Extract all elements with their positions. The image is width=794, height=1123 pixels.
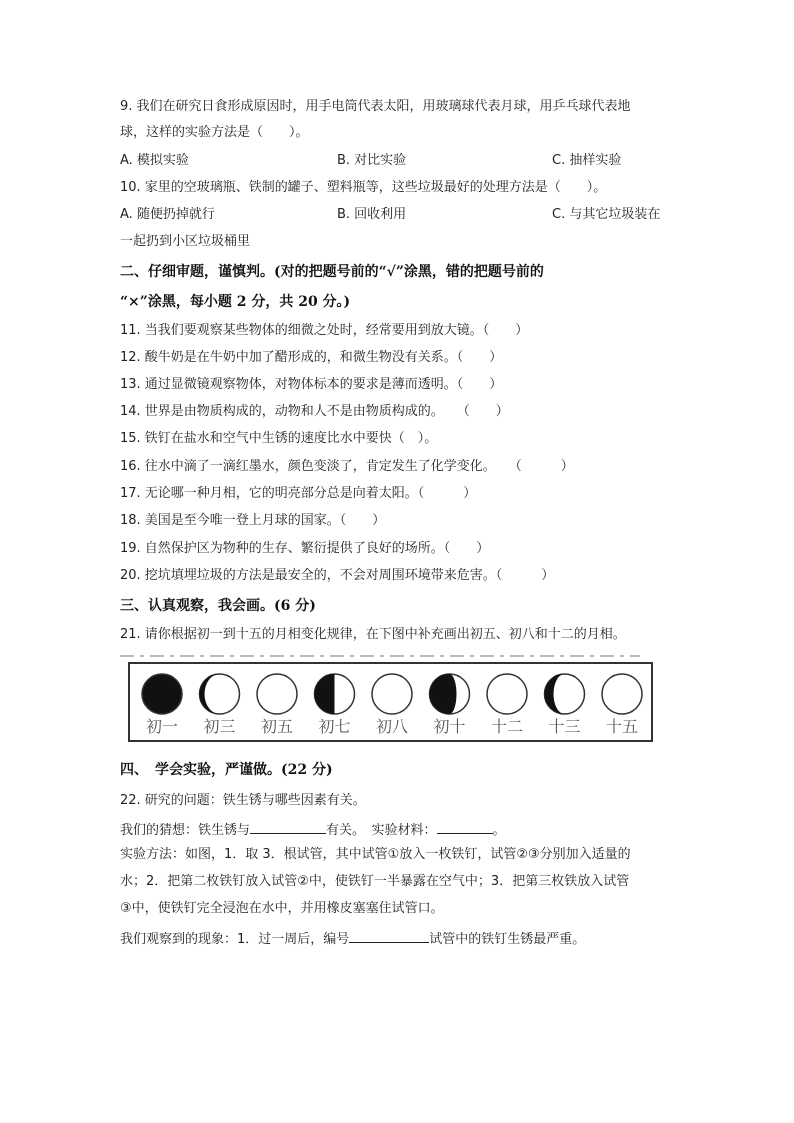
judge-item-17: 17. 无论哪一种月相，它的明亮部分总是向着太阳。（ ）	[120, 486, 477, 501]
observation-text-b: 试管中的铁钉生锈最严重。	[429, 932, 586, 947]
guess-text-a: 我们的猜想：铁生锈与	[120, 823, 251, 838]
guess-line	[120, 819, 506, 840]
guess-text-b: 有关。 实验材料：	[326, 823, 437, 838]
moon-label-6: 十二	[490, 717, 524, 736]
question-10-line1: 10. 家里的空玻璃瓶、铁制的罐子、塑料瓶等，这些垃圾最好的处理方法是（ ）。	[120, 180, 607, 195]
question-10-option-a: A. 随便扔掉就行	[120, 207, 215, 222]
moon-phase-4	[372, 674, 412, 736]
section-2-title-line1: 二、仔细审题，谨慎判。(对的把题号前的“√”涂黑，错的把题号前的	[120, 264, 544, 280]
judge-item-16: 16. 往水中滴了一滴红墨水，颜色变淡了，肯定发生了化学变化。 （ ）	[120, 459, 574, 474]
moon-label-2: 初五	[260, 717, 294, 736]
question-9-line1: 9. 我们在研究日食形成原因时，用手电筒代表太阳，用玻璃球代表月球，用乒乓球代表地	[120, 99, 631, 114]
moon-phase-1	[200, 674, 240, 736]
observation-blank[interactable]	[349, 928, 429, 943]
judge-item-20: 20. 挖坑填埋垃圾的方法是最安全的，不会对周围环境带来危害。（ ）	[120, 568, 555, 583]
moon-shadow-3	[315, 674, 335, 714]
materials-blank[interactable]	[437, 819, 493, 834]
judge-item-12: 12. 酸牛奶是在牛奶中加了醋形成的，和微生物没有关系。（ ）	[120, 350, 503, 365]
section-4-title: 四、 学会实验，严谨做。(22 分)	[120, 762, 333, 778]
scan-artifact-strip	[120, 652, 640, 660]
judge-item-15: 15. 铁钉在盐水和空气中生锈的速度比水中要快（ ）。	[120, 431, 438, 446]
moon-phase-svg	[130, 664, 651, 740]
section-2-title-line2: “×”涂黑，每小题 2 分，共 20 分。)	[120, 294, 351, 310]
question-10-option-b: B. 回收利用	[337, 207, 407, 222]
moon-label-8: 十五	[605, 717, 639, 736]
judge-item-13: 13. 通过显微镜观察物体，对物体标本的要求是薄而透明。（ ）	[120, 377, 503, 392]
method-line1: 实验方法：如图，1．取 3．根试管，其中试管①放入一枚铁钉，试管②③分别加入适量的	[120, 847, 631, 862]
guess-blank[interactable]	[250, 819, 326, 834]
method-line2: 水；2．把第二枚铁钉放入试管②中，使铁钉一半暴露在空气中；3．把第三枚铁放入试管	[120, 874, 630, 889]
judge-item-11: 11. 当我们要观察某些物体的细微之处时，经常要用到放大镜。（ ）	[120, 323, 529, 338]
moon-label-1: 初三	[203, 717, 236, 736]
moon-phase-figure	[128, 662, 653, 742]
moon-label-5: 初十	[433, 717, 466, 736]
moon-phase-0	[142, 674, 182, 736]
judge-item-14: 14. 世界是由物质构成的，动物和人不是由物质构成的。 （ ）	[120, 404, 509, 419]
judge-item-19: 19. 自然保护区为物种的生存、繁衍提供了良好的场所。（ ）	[120, 541, 490, 556]
moon-phase-8	[602, 674, 642, 736]
question-9-option-b: B. 对比实验	[337, 153, 407, 168]
observation-text-a: 我们观察到的现象：1．过一周后，编号	[120, 932, 350, 947]
moon-label-7: 十三	[548, 717, 581, 736]
section-3-title: 三、认真观察，我会画。(6 分)	[120, 598, 316, 614]
method-line3: ③中，使铁钉完全浸泡在水中，并用橡皮塞塞住试管口。	[120, 901, 444, 916]
question-9-option-a: A. 模拟实验	[120, 153, 189, 168]
moon-phase-3	[315, 674, 355, 736]
moon-label-0: 初一	[145, 717, 179, 736]
moon-phase-7	[545, 674, 585, 736]
observation-line	[120, 928, 585, 949]
question-21: 21. 请你根据初一到十五的月相变化规律，在下图中补充画出初五、初八和十二的月相。	[120, 627, 626, 642]
question-9-option-c: C. 抽样实验	[552, 153, 622, 168]
question-10-continuation: 一起扔到小区垃圾桶里	[120, 234, 251, 249]
moon-phase-2	[257, 674, 297, 736]
moon-label-3: 初七	[318, 717, 351, 736]
question-10-option-c: C. 与其它垃圾装在	[552, 207, 661, 222]
moon-phase-5	[430, 674, 470, 736]
question-9-line2: 球，这样的实验方法是（ ）。	[120, 125, 309, 140]
question-22-line1: 22. 研究的问题：铁生锈与哪些因素有关。	[120, 793, 366, 808]
guess-text-c: 。	[492, 823, 506, 838]
moon-phase-6	[487, 674, 527, 736]
moon-label-4: 初八	[375, 717, 409, 736]
judge-item-18: 18. 美国是至今唯一登上月球的国家。（ ）	[120, 513, 386, 528]
moon-shadow-5	[430, 674, 457, 714]
